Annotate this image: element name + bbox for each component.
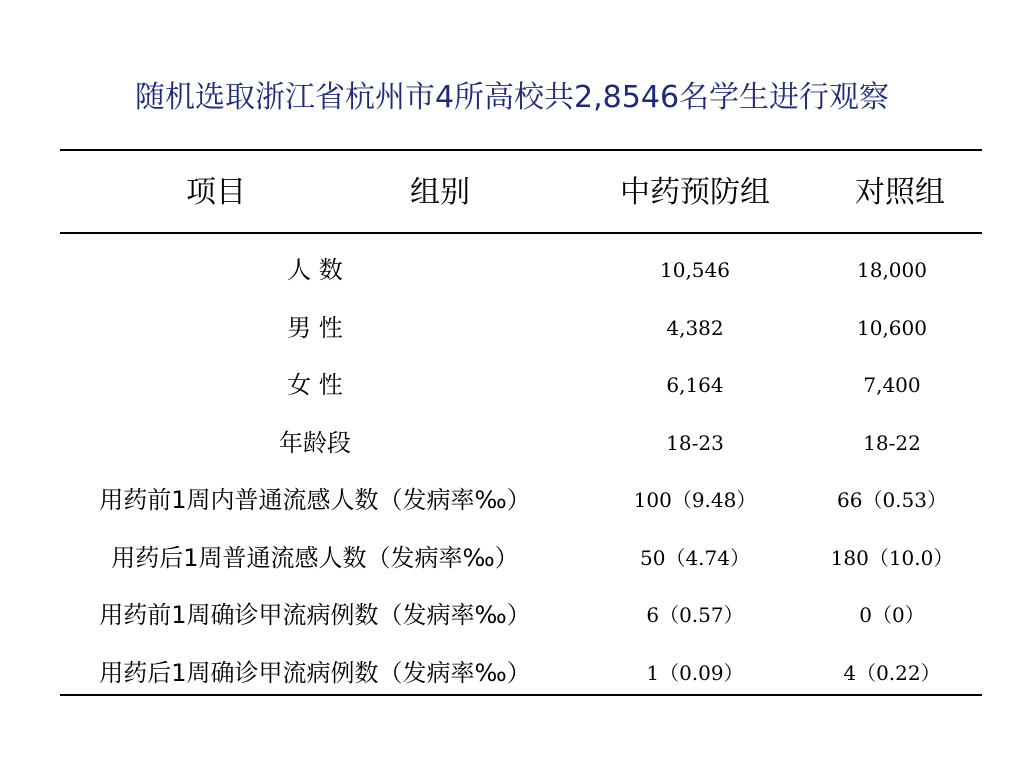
- table-header-rule: [60, 232, 982, 234]
- table-row: [60, 299, 982, 357]
- row-label: 年龄段: [279, 429, 351, 457]
- slide-title: 随机选取浙江省杭州市4所高校共2,8546名学生进行观察: [134, 80, 890, 115]
- row-control-value: 18-22: [863, 431, 921, 455]
- table-row: [60, 586, 982, 644]
- row-label: 女 性: [287, 371, 343, 399]
- header-group: 组别: [410, 175, 470, 210]
- row-control-value: 180（10.0）: [830, 546, 954, 570]
- row-tcm-value: 10,546: [660, 258, 730, 282]
- row-tcm-value: 100（9.48）: [633, 488, 757, 512]
- table-row: [60, 414, 982, 472]
- row-label: 人 数: [287, 256, 343, 284]
- row-control-value: 4（0.22）: [843, 661, 941, 685]
- row-label: 男 性: [287, 314, 343, 342]
- table-bottom-rule: [60, 694, 982, 696]
- table-row: [60, 241, 982, 299]
- table-top-rule: [60, 149, 982, 151]
- row-label: 用药前1周确诊甲流病例数（发病率‰）: [99, 601, 531, 629]
- row-control-value: 0（0）: [859, 603, 925, 627]
- header-control-group: 对照组: [855, 175, 945, 210]
- row-control-value: 66（0.53）: [837, 488, 947, 512]
- row-tcm-value: 18-23: [666, 431, 724, 455]
- row-tcm-value: 4,382: [666, 316, 724, 340]
- row-control-value: 18,000: [857, 258, 927, 282]
- row-label: 用药后1周普通流感人数（发病率‰）: [111, 544, 519, 572]
- table-row: [60, 356, 982, 414]
- row-tcm-value: 6（0.57）: [646, 603, 744, 627]
- table-row: [60, 529, 982, 587]
- row-control-value: 7,400: [863, 373, 921, 397]
- table-row: [60, 471, 982, 529]
- row-label: 用药前1周内普通流感人数（发病率‰）: [99, 486, 531, 514]
- row-tcm-value: 50（4.74）: [640, 546, 750, 570]
- header-tcm-group: 中药预防组: [620, 175, 770, 210]
- row-control-value: 10,600: [857, 316, 927, 340]
- row-label: 用药后1周确诊甲流病例数（发病率‰）: [99, 659, 531, 687]
- row-tcm-value: 1（0.09）: [646, 661, 744, 685]
- row-tcm-value: 6,164: [666, 373, 724, 397]
- header-item: 项目: [186, 175, 246, 210]
